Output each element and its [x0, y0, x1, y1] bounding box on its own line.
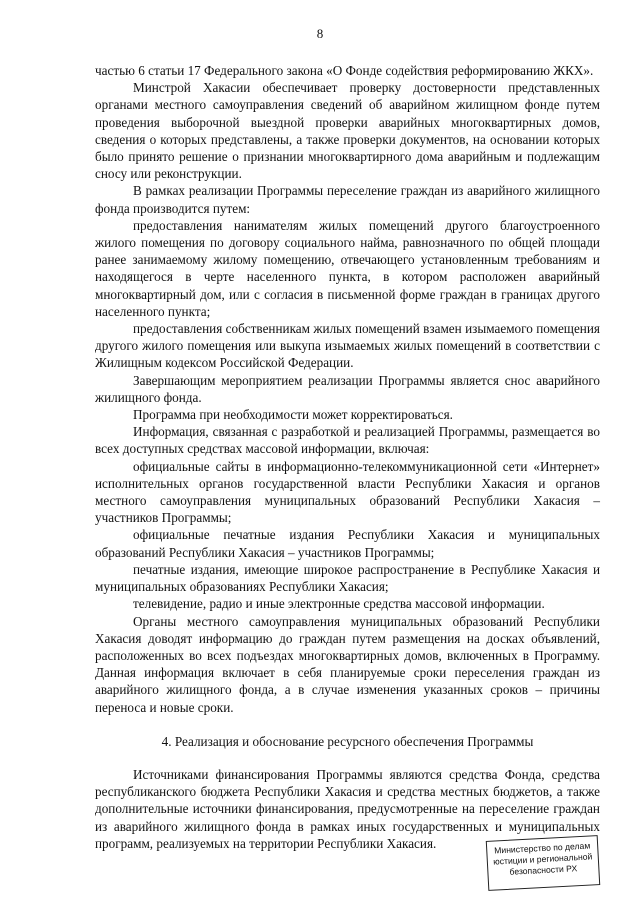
top-paragraphs: [95, 62, 600, 716]
paragraph: печатные издания, имеющие широкое распространение в Республике Хакасия и муниципальных образованиях Республики Хакасия;: [95, 561, 600, 595]
paragraph: Источниками финансирования Программы являются средства Фонда, средства республиканского бюджета Республики Хакасия и средства местных бюджетов, а также дополнительные источники финансирования, предусмотренные на переселение граждан из аварийного жилищного фонда в рамках иных государственных и муниципальных программ, реализуемых на территории Республики Хакасия.: [95, 766, 600, 851]
paragraph: В рамках реализации Программы переселение граждан из аварийного жилищного фонда производится путем:: [95, 183, 600, 216]
ministry-stamp: [486, 835, 600, 891]
paragraph: Минстрой Хакасии обеспечивает проверку достоверности представленных органами местного самоуправления сведений об аварийном жилищном фонде путем проведения выборочной выездной проверки аварийных многоквартирных домов, сведения о которых представлены, а также проверки документов, на основании которых было принято решение о признании многоквартирного дома аварийным и подлежащим сносу или реконструкции.: [95, 80, 600, 182]
paragraph: Информация, связанная с разработкой и реализацией Программы, размещается во всех доступных средствах массовой информации, включая:: [95, 424, 600, 457]
page-number: 8: [316, 26, 324, 41]
section-heading: 4. Реализация и обоснование ресурсного обеспечения Программы: [161, 733, 534, 749]
stamp-line: безопасности РХ: [509, 863, 578, 877]
paragraph: Органы местного самоуправления муниципальных образований Республики Хакасия доводят информацию до граждан путем размещения на досках объявлений, расположенных во всех подъездах многоквартирных домов, включенных в Программу. Данная информация включает в себя планируемые сроки переселения граждан из аварийного жилищного фонда, а в случае изменения указанных сроков – причины переноса и новые сроки.: [95, 613, 600, 715]
paragraph: предоставления собственникам жилых помещений взамен изымаемого помещения другого жилого помещения или выкупа изымаемых жилых помещений в соответствии с Жилищным кодексом Российской Федерации.: [95, 321, 600, 371]
paragraph: частью 6 статьи 17 Федерального закона «О Фонде содействия реформированию ЖКХ».: [95, 63, 594, 78]
stamp-line: юстиции и региональной: [492, 851, 593, 867]
paragraph: Программа при необходимости может корректироваться.: [133, 407, 453, 423]
paragraph: официальные сайты в информационно-телекоммуникационной сети «Интернет» исполнительных органов государственной власти Республики Хакасия и органов местного самоуправления муниципальных образований Республики Хакасия – участников Программы;: [95, 458, 600, 526]
paragraph: предоставления нанимателям жилых помещений другого благоустроенного жилого помещения по договору социального найма, равнозначного по общей площади ранее занимаемому жилому помещению, отвечающего установленным требованиям и находящегося в черте населенного пункта, в котором расположен аварийный многоквартирный дом, или с согласия в письменной форме граждан в границах другого населенного пункта;: [95, 217, 600, 319]
paragraph: Завершающим мероприятием реализации Программы является снос аварийного жилищного фонда.: [95, 372, 600, 405]
paragraph: официальные печатные издания Республики Хакасия и муниципальных образований Республики Хакасия – участников Программы;: [95, 527, 600, 560]
stamp-line: Министерство по делам: [493, 840, 591, 856]
document-body: [95, 62, 600, 852]
paragraph: телевидение, радио и иные электронные средства массовой информации.: [133, 596, 545, 612]
